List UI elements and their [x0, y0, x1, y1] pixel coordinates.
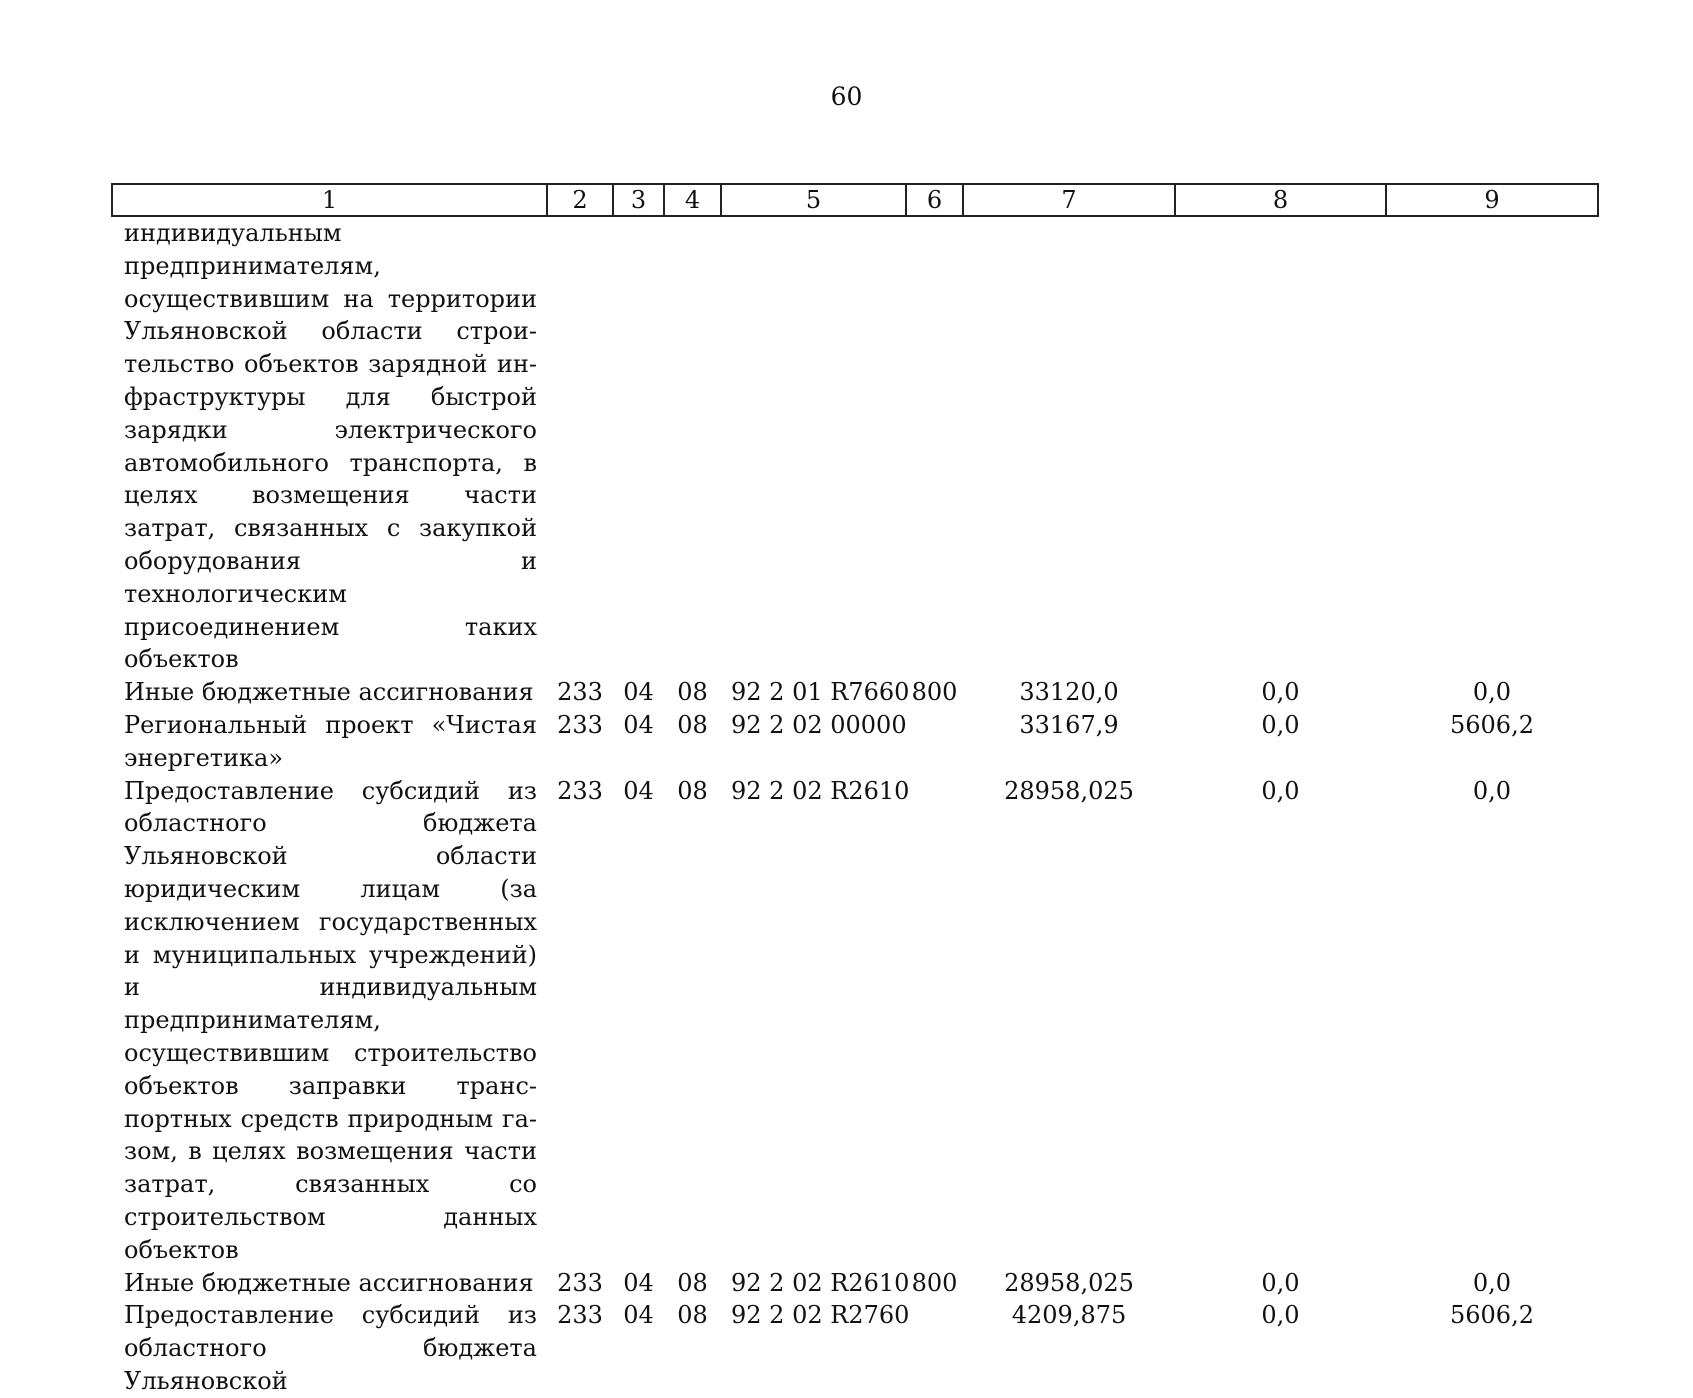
row-description: Иные бюджетные ассигнования	[124, 1268, 534, 1297]
row-amount-col8	[1175, 216, 1386, 676]
row-code-expense-type	[906, 709, 963, 775]
row-description: индивидуальным предпринимателям, осуществившим на территории Ульяновской области строительство объектов зарядной инфраструктуры для быстрой зарядки электрического автомобильного транспорта, в целях возмещения части затрат, связанных с закупкой оборудования и технологическим присоединением таких объектов	[124, 219, 537, 674]
row-code-section: 04	[623, 710, 654, 739]
row-code-ministry: 233	[557, 776, 603, 805]
row-code-section: 04	[623, 1268, 654, 1297]
row-code-subsection: 08	[677, 678, 708, 707]
table-row	[112, 775, 1598, 1267]
row-amount-col7: 28958,025	[1004, 776, 1134, 805]
row-amount-col7: 4209,875	[1011, 1301, 1127, 1330]
header-cell-5: 5	[721, 184, 906, 216]
row-description: Региональный проект «Чистая энергетика»	[124, 710, 537, 772]
header-row	[112, 184, 1598, 216]
row-code-expense-type	[906, 1299, 963, 1397]
row-code-subsection: 08	[677, 776, 708, 805]
row-amount-col9: 0,0	[1472, 1268, 1512, 1297]
row-code-section	[613, 216, 664, 676]
header-cell-4: 4	[664, 184, 721, 216]
header-cell-9: 9	[1386, 184, 1598, 216]
row-code-subsection: 08	[677, 1301, 708, 1330]
table-row	[112, 676, 1598, 709]
row-code-section: 04	[623, 776, 654, 805]
table-row	[112, 1299, 1598, 1397]
row-code-section: 04	[623, 1301, 654, 1330]
row-code-ministry	[547, 216, 613, 676]
row-code-expense-type: 800	[911, 678, 958, 707]
row-code-subsection: 08	[677, 1268, 708, 1297]
row-amount-col9: 0,0	[1472, 678, 1512, 707]
row-amount-col7	[963, 216, 1175, 676]
header-cell-8: 8	[1175, 184, 1386, 216]
header-cell-7: 7	[963, 184, 1175, 216]
row-amount-col8: 0,0	[1261, 710, 1300, 739]
budget-table	[111, 183, 1599, 1398]
row-amount-col9: 5606,2	[1450, 710, 1534, 739]
header-cell-1: 1	[112, 184, 547, 216]
row-amount-col8: 0,0	[1261, 1268, 1300, 1297]
table-row	[112, 709, 1598, 775]
row-code-ministry: 233	[557, 1268, 603, 1297]
table-header	[112, 184, 1598, 216]
row-code-subsection	[664, 216, 721, 676]
row-amount-col7: 33167,9	[1019, 710, 1119, 739]
row-code-expense-type	[906, 775, 963, 1267]
row-code-target: 92 2 01 R7660	[731, 678, 910, 707]
row-code-ministry: 233	[557, 710, 603, 739]
row-code-target: 92 2 02 R2760	[731, 1301, 910, 1330]
page-number: 60	[830, 82, 863, 111]
row-code-target: 92 2 02 R2610	[731, 1268, 910, 1297]
row-description: Иные бюджетные ассигнования	[124, 678, 534, 707]
row-code-ministry: 233	[557, 678, 603, 707]
table-row	[112, 216, 1598, 676]
row-amount-col9	[1386, 216, 1598, 676]
row-code-subsection: 08	[677, 710, 708, 739]
row-code-section: 04	[623, 678, 654, 707]
row-description: Предоставление субсидий из областного бюджета Ульяновской области юридическим лицам (за исключением государственных и муниципальных учреждений) и индивидуальным предпринимателям, осуществившим строительство объектов заправки транспортных средств природным газом, в целях возмещения части затрат, связанных со строительством данных объектов	[124, 776, 537, 1264]
row-code-expense-type	[906, 216, 963, 676]
row-amount-col8: 0,0	[1261, 678, 1300, 707]
row-amount-col8: 0,0	[1261, 776, 1300, 805]
row-amount-col9: 0,0	[1472, 776, 1512, 805]
row-code-expense-type: 800	[911, 1268, 958, 1297]
header-cell-2: 2	[547, 184, 613, 216]
row-amount-col7: 33120,0	[1019, 678, 1119, 707]
header-cell-3: 3	[613, 184, 664, 216]
row-amount-col7: 28958,025	[1004, 1268, 1134, 1297]
row-amount-col8: 0,0	[1261, 1301, 1300, 1330]
row-description: Предоставление субсидий из областного бюджета Ульяновской	[124, 1301, 537, 1395]
table-row	[112, 1267, 1598, 1300]
header-cell-6: 6	[906, 184, 963, 216]
row-amount-col9: 5606,2	[1450, 1301, 1534, 1330]
row-code-ministry: 233	[557, 1301, 603, 1330]
row-code-target: 92 2 02 00000	[731, 710, 907, 739]
row-code-target	[721, 216, 906, 676]
row-code-target: 92 2 02 R2610	[731, 776, 910, 805]
table-body	[112, 216, 1598, 1398]
